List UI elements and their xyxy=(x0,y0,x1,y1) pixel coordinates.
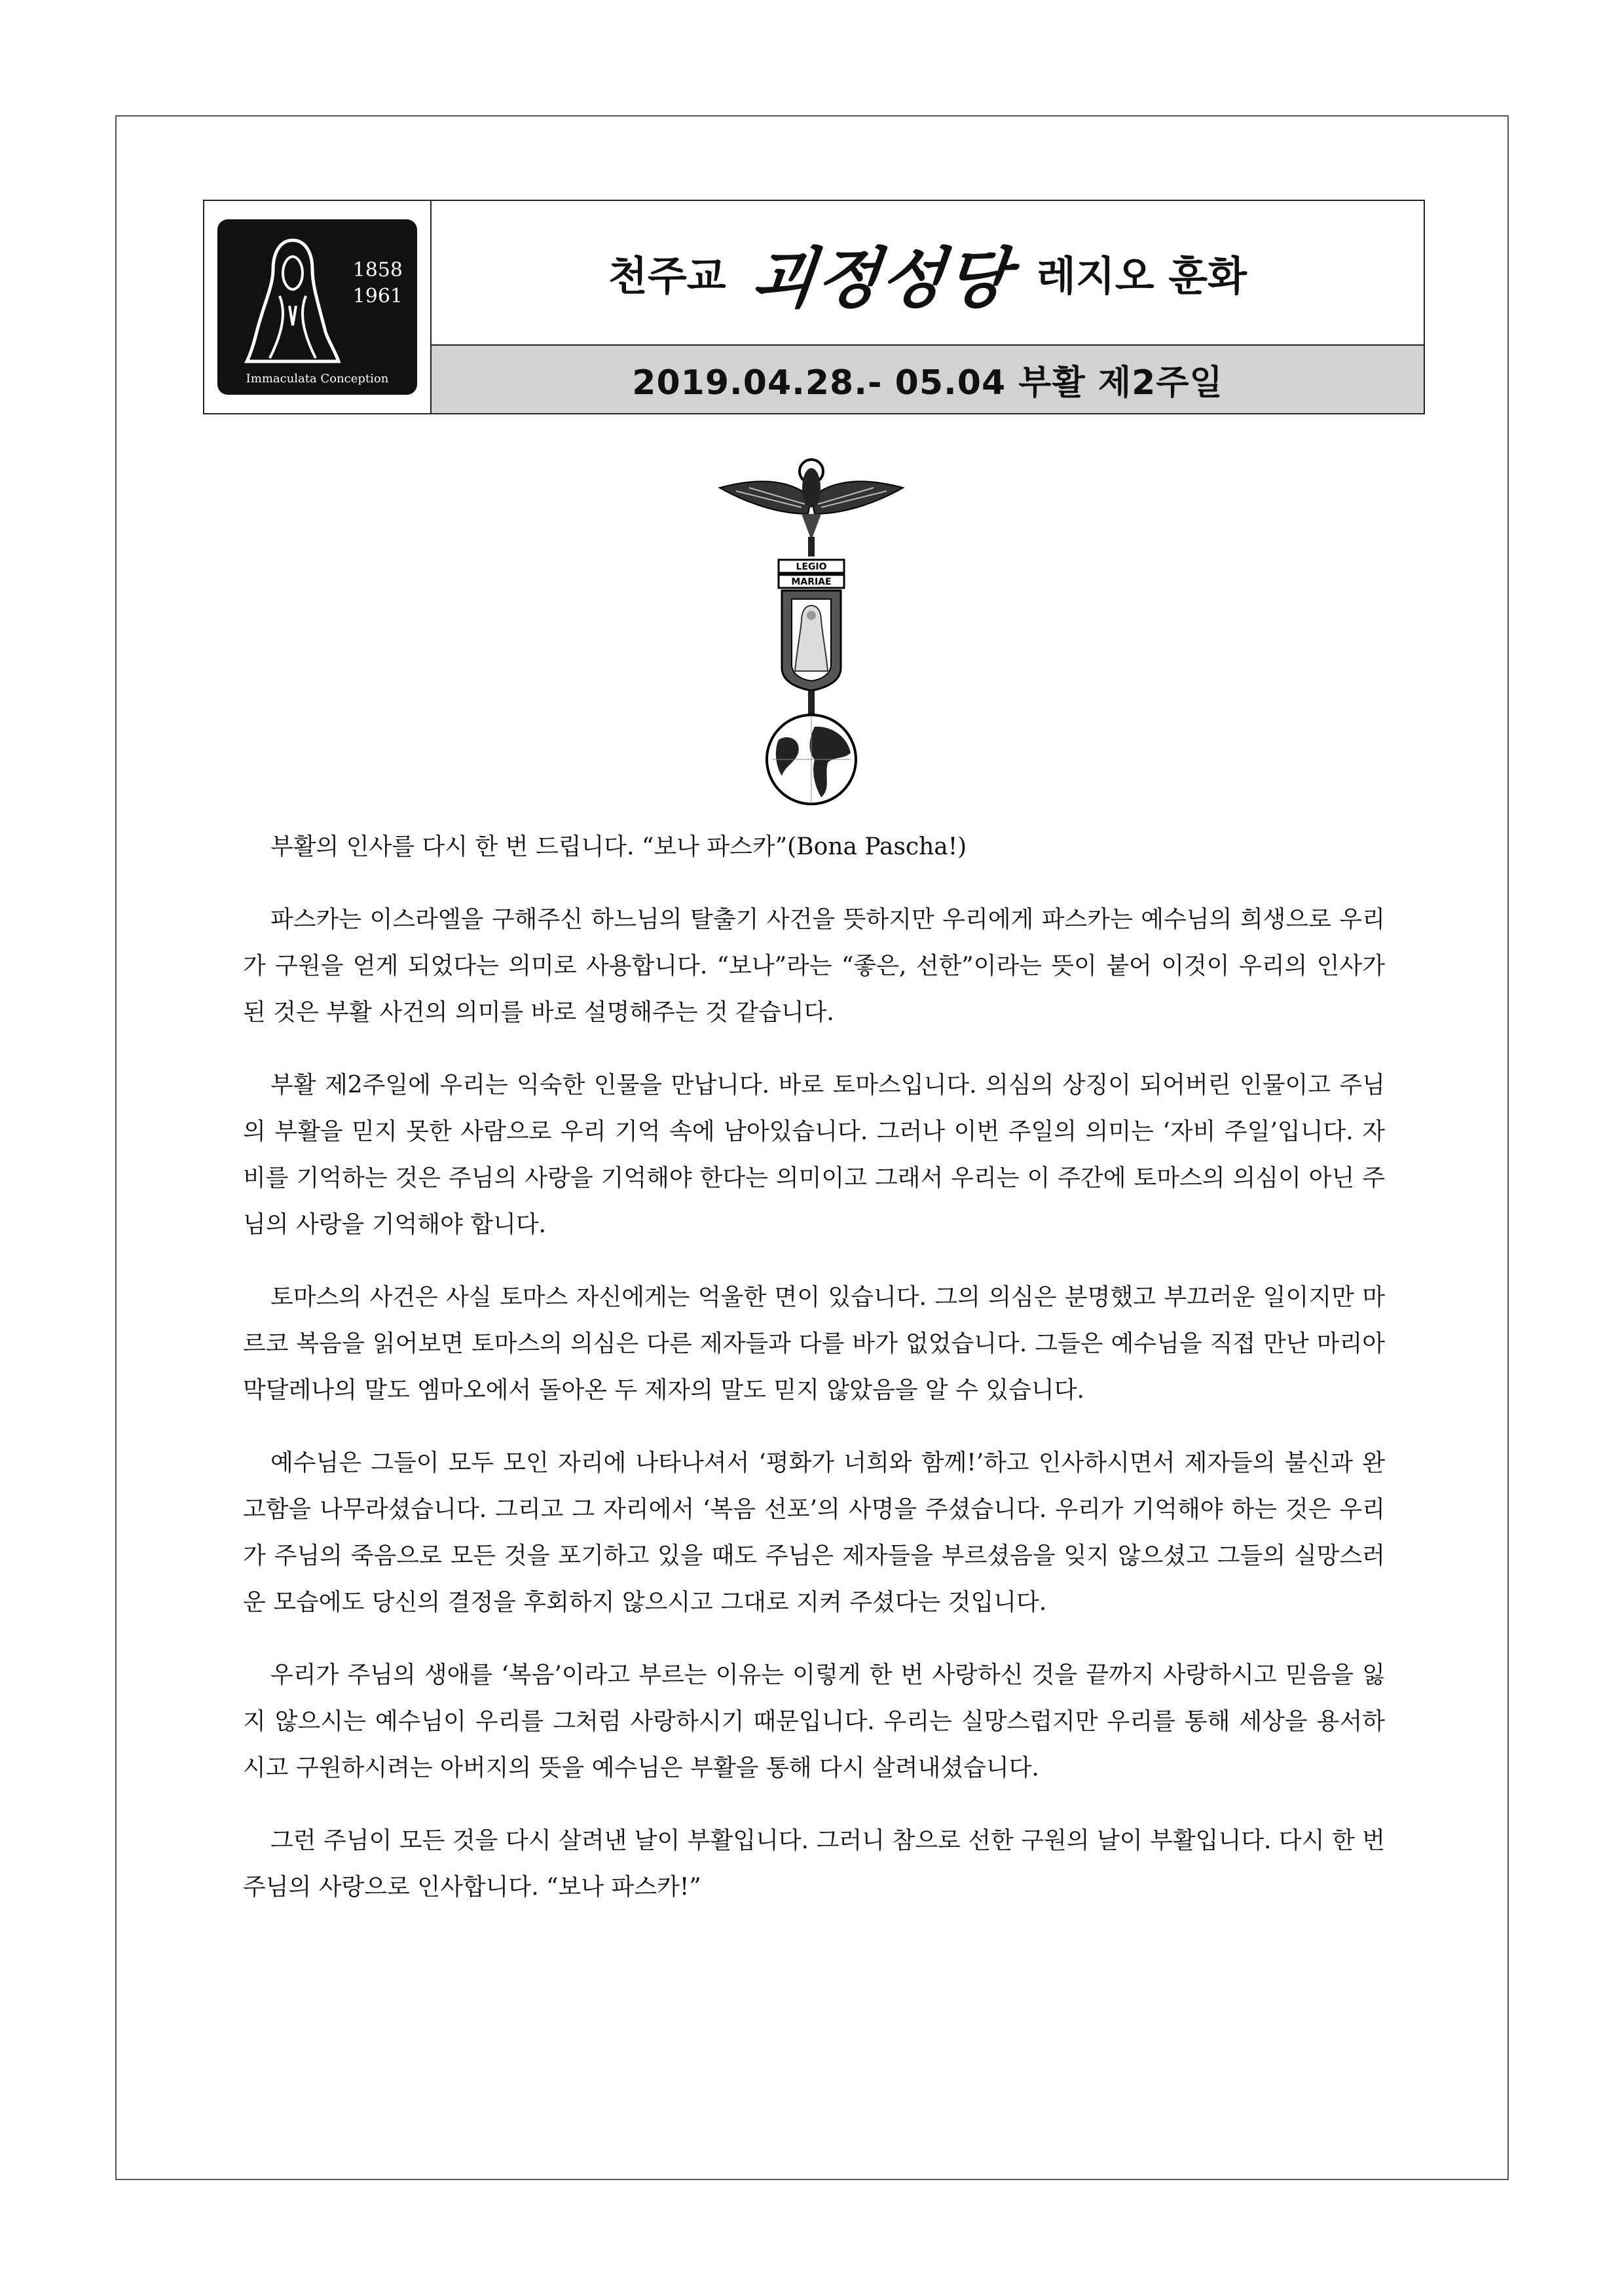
logo-years xyxy=(353,257,403,310)
logo-year-end: 1961 xyxy=(352,285,403,308)
logo-cell xyxy=(204,201,432,413)
banner-text-mariae: MARIAE xyxy=(791,577,832,587)
title-area xyxy=(432,201,1424,413)
paragraph: 예수님은 그들이 모두 모인 자리에 나타나셔서 ‘평화가 너희와 함께!’하고 인사하시면서 제자들의 불신과 완고함을 나무라셨습니다. 그리고 그 자리에서 ‘복음 선포’의 사명을 주셨습니다. 우리가 기억해야 하는 것은 우리가 주님의 죽음으로 모든 것을 포기하고 있을 때도 주님은 제자들을 부르셨음을 잊지 않으셨고 그들의 실망스러운 모습에도 당신의 결정을 후회하지 않으시고 그대로 지켜 주셨다는 것입니다. xyxy=(243,1449,1385,1616)
paragraph: 토마스의 사건은 사실 토마스 자신에게는 억울한 면이 있습니다. 그의 의심은 분명했고 부끄러운 일이지만 마르코 복음을 읽어보면 토마스의 의심은 다른 제자들과 다를 바가 없었습니다. 그들은 예수님을 직접 만난 마리아 막달레나의 말도 엠마오에서 돌아온 두 제자의 말도 믿지 않았음을 알 수 있습니다. xyxy=(243,1284,1385,1404)
logo-caption: Immaculata Conception xyxy=(246,372,389,386)
paragraph: 파스카는 이스라엘을 구해주신 하느님의 탈출기 사건을 뜻하지만 우리에게 파스카는 예수님의 희생으로 우리가 구원을 얻게 되었다는 의미로 사용합니다. “보나”라는 “좋은, 선한”이라는 뜻이 붙어 이것이 우리의 인사가 된 것은 부활 사건의 의미를 바로 설명해주는 것 같습니다. xyxy=(243,906,1385,1026)
parish-logo xyxy=(217,219,417,395)
parish-name: 괴정성당 xyxy=(747,239,1014,317)
paragraph: 그런 주님이 모든 것을 다시 살려낸 날이 부활입니다. 그러니 참으로 선한 구원의 날이 부활입니다. 다시 한 번 주님의 사랑으로 인사합니다. “보나 파스카!” xyxy=(243,1827,1385,1901)
logo-year-start: 1858 xyxy=(352,259,403,282)
paragraph: 우리가 주님의 생애를 ‘복음’이라고 부르는 이유는 이렇게 한 번 사랑하신 것을 끝까지 사랑하시고 믿음을 잃지 않으시는 예수님이 우리를 그처럼 사랑하시기 때문입니다. 우리는 실망스럽지만 우리를 통해 세상을 용서하시고 구원하시려는 아버지의 뜻을 예수님은 부활을 통해 다시 살려내셨습니다. xyxy=(243,1662,1385,1781)
title-row xyxy=(432,201,1424,346)
title-prefix: 천주교 xyxy=(608,252,726,300)
legio-mariae-vexillum-icon xyxy=(716,452,906,805)
mary-silhouette-icon xyxy=(244,234,342,365)
date-row xyxy=(432,346,1424,413)
paragraph: 부활 제2주일에 우리는 익숙한 인물을 만납니다. 바로 토마스입니다. 의심의 상징이 되어버린 인물이고 주님의 부활을 믿지 못한 사람으로 우리 기억 속에 남아있습니다. 그러나 이번 주일의 의미는 ‘자비 주일’입니다. 자비를 기억하는 것은 주님의 사랑을 기억해야 한다는 의미이고 그래서 우리는 이 주간에 토마스의 의심이 아닌 주님의 사랑을 기억해야 합니다. xyxy=(243,1072,1385,1238)
body-text xyxy=(243,824,1385,1937)
date-line: 2019.04.28.- 05.04 부활 제2주일 xyxy=(632,363,1223,403)
header-box xyxy=(203,200,1425,414)
banner-text-legio: LEGIO xyxy=(796,562,827,572)
title-suffix: 레지오 훈화 xyxy=(1037,252,1247,300)
paragraph: 부활의 인사를 다시 한 번 드립니다. “보나 파스카”(Bona Pascha!) xyxy=(270,833,967,860)
